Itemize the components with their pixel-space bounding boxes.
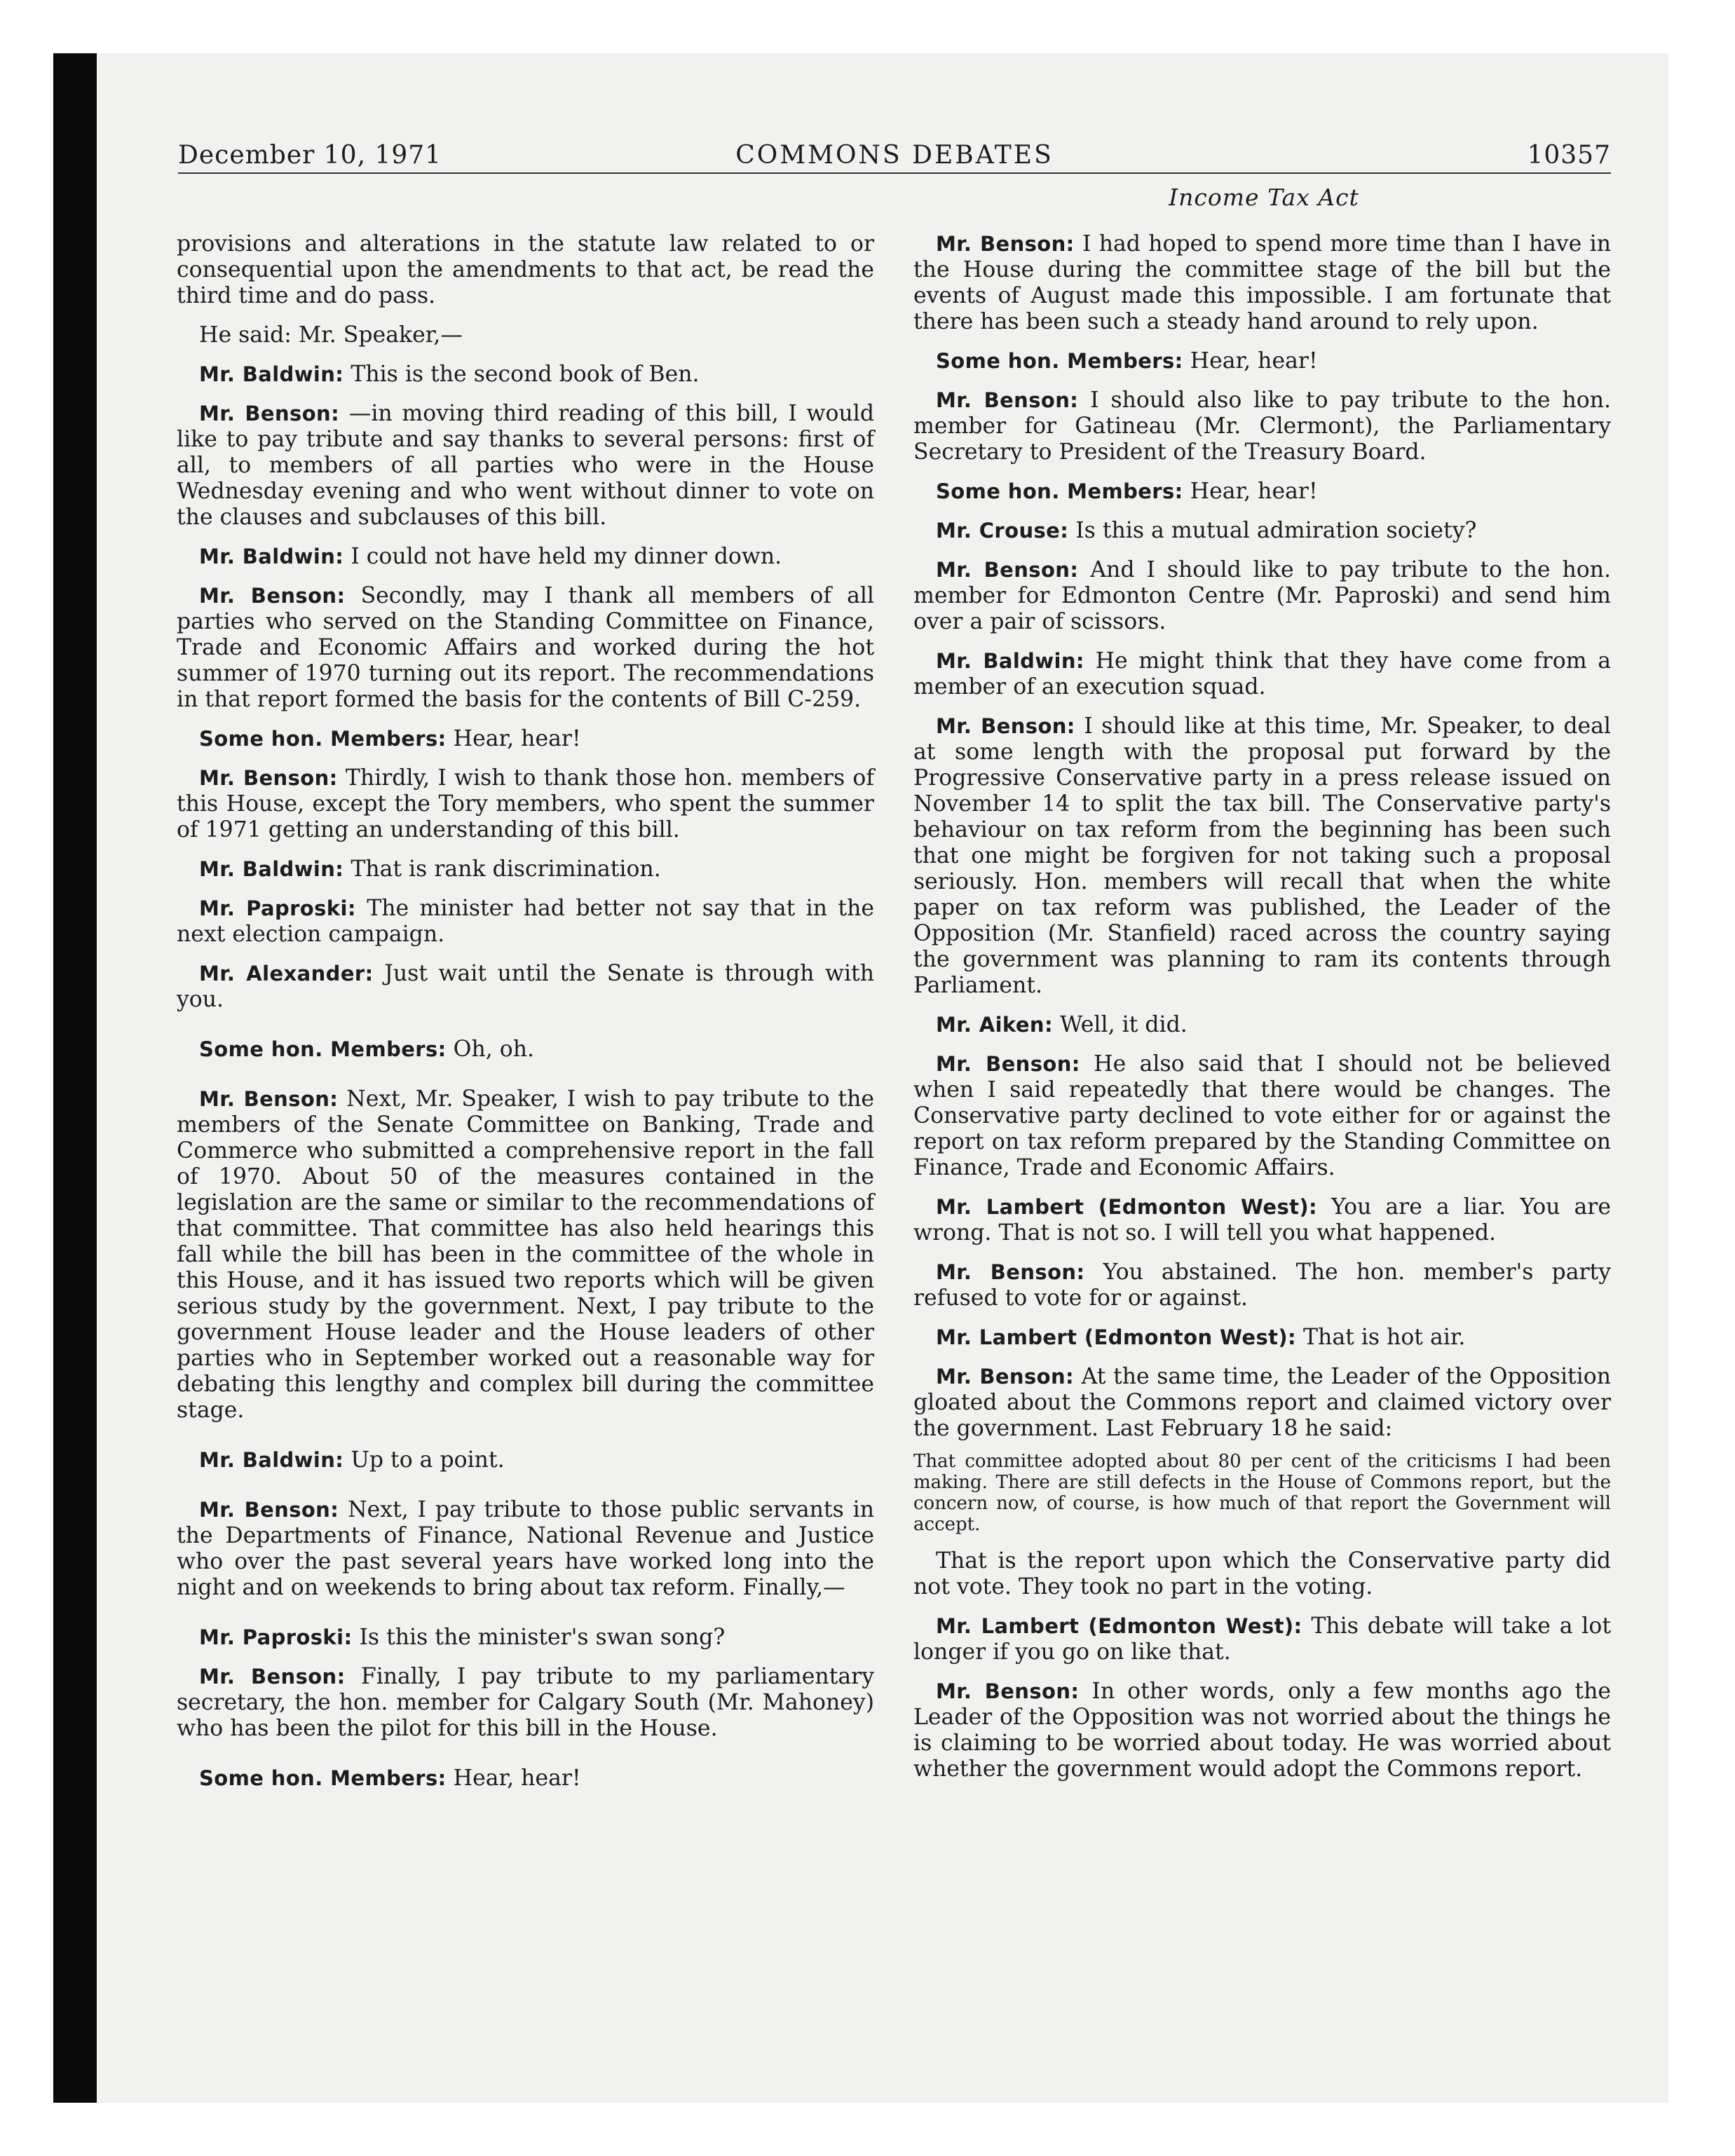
speech-text: He might think that they have come from a member of an execution squad. [913, 648, 1612, 700]
speaker-name: Mr. Benson: [936, 1260, 1085, 1284]
speaker-name: Mr. Lambert (Edmonton West): [936, 1614, 1302, 1638]
speech [913, 1260, 1611, 1311]
header-title: COMMONS DEBATES [735, 141, 1054, 170]
speaker-name: Mr. Benson: [199, 584, 346, 608]
speaker-name: Mr. Benson: [199, 1087, 339, 1111]
speaker-name: Mr. Benson: [199, 1498, 339, 1522]
speech-text: Hear, hear! [453, 1766, 581, 1791]
speaker-name: Some hon. Members: [936, 479, 1183, 503]
speech [913, 648, 1611, 700]
speech-text: You abstained. The hon. member's party refused to vote for or against. [913, 1260, 1612, 1311]
speech [177, 1037, 874, 1063]
left-column [177, 231, 874, 1805]
speech-text: You are a liar. You are wrong. That is not so. I will tell you what happened. [913, 1194, 1611, 1246]
running-header [178, 137, 1611, 174]
speaker-name: Mr. Benson: [936, 1052, 1080, 1076]
speech-text: —in moving third reading of this bill, I would like to pay tribute and say thanks to several persons: first of all, to members of all parties who were in the House Wednesday evening and who went without dinner to vote on the clauses and subclauses of this bill. [177, 401, 875, 530]
speaker-name: Mr. Baldwin: [936, 649, 1084, 673]
speech [177, 1086, 874, 1424]
speech [913, 1679, 1611, 1782]
speech-text: Hear, hear! [1190, 479, 1318, 504]
speaker-name: Mr. Crouse: [936, 519, 1069, 543]
speech-text: Hear, hear! [453, 726, 581, 751]
paragraph-text: He said: Mr. Speaker,— [199, 322, 463, 348]
speech [913, 1194, 1611, 1246]
speaker-name: Mr. Alexander: [199, 962, 374, 985]
speech [177, 726, 874, 752]
speaker-name: Mr. Baldwin: [199, 857, 344, 881]
speaker-name: Some hon. Members: [199, 1766, 447, 1790]
speech-text: I had hoped to spend more time than I have in the House during the committee stage of the bill but the events of August made this impossible. I am fortunate that there has been such a steady hand around to rely upon. [913, 231, 1611, 334]
speaker-name: Mr. Benson: [199, 1665, 346, 1688]
speech-text: At the same time, the Leader of the Opposition gloated about the Commons report and claimed victory over the government. Last February 18 he said: [913, 1364, 1611, 1441]
speech-text: Next, Mr. Speaker, I wish to pay tribute to the members of the Senate Committee on Banking, Trade and Commerce who submitted a comprehensive report in the fall of 1970. About 50 of the measures contained in the legislation are the same or similar to the recommendations of that committee. That committee has also held hearings this fall while the bill has been in the committee of the whole in this House, and it has issued two reports which will be given serious study by the government. Next, I pay tribute to the government House leader and the House leaders of other parties who in September worked out a reasonable way for debating this lengthy and complex bill during the committee stage. [177, 1086, 874, 1423]
speech [177, 1447, 874, 1473]
speech [913, 714, 1611, 999]
speaker-name: Mr. Benson: [199, 402, 340, 425]
speech [913, 388, 1611, 465]
block-quote [913, 1451, 1611, 1535]
paragraph-text: That is the report upon which the Conservative party did not vote. They took no part in the voting. [913, 1548, 1611, 1599]
right-column [913, 231, 1611, 1796]
speech [177, 1497, 874, 1601]
speech [177, 896, 874, 948]
speech-text: Just wait until the Senate is through with you. [177, 961, 874, 1012]
speech-text: In other words, only a few months ago the Leader of the Opposition was not worried about the things he is claiming to be worried about today. He was worried about whether the government would adopt the Commons report. [913, 1679, 1612, 1782]
speech-text: Secondly, may I thank all members of all parties who served on the Standing Committee on Finance, Trade and Economic Affairs and worked during the hot summer of 1970 turning out its report. The recommendations in that report formed the basis for the contents of Bill C-259. [177, 583, 875, 712]
speech-text: Hear, hear! [1190, 348, 1318, 374]
speaker-name: Some hon. Members: [936, 349, 1183, 373]
paragraph [177, 322, 874, 348]
section-subject: Income Tax Act [1169, 184, 1359, 211]
speech [177, 1766, 874, 1792]
speaker-name: Mr. Benson: [936, 388, 1079, 412]
speech [913, 1613, 1611, 1665]
speaker-name: Mr. Benson: [936, 558, 1079, 582]
speaker-name: Mr. Benson: [936, 1679, 1080, 1703]
speech [177, 857, 874, 882]
speech-text: The minister had better not say that in the next election campaign. [177, 896, 875, 947]
speaker-name: Mr. Baldwin: [199, 1448, 344, 1472]
speech [177, 765, 874, 843]
speech-text: That is rank discrimination. [351, 857, 661, 882]
speech-text: Is this a mutual admiration society? [1075, 518, 1477, 543]
speaker-name: Mr. Baldwin: [199, 545, 344, 568]
speech [913, 557, 1611, 635]
speech [177, 1625, 874, 1651]
speaker-name: Some hon. Members: [199, 727, 447, 751]
paragraph [177, 231, 874, 309]
speech-text: Well, it did. [1059, 1012, 1188, 1037]
speech-text: Finally, I pay tribute to my parliamentary secretary, the hon. member for Calgary South (Mr. Mahoney) who has been the pilot for this bill in the House. [177, 1664, 875, 1741]
paragraph-text: provisions and alterations in the statute law related to or consequential upon the amendments to that act, be read the third time and do pass. [177, 231, 874, 308]
speech [177, 362, 874, 388]
page-number: 10357 [1527, 141, 1611, 170]
speaker-name: Mr. Paproski: [199, 1625, 353, 1649]
speech-text: That is hot air. [1303, 1325, 1466, 1350]
speaker-name: Mr. Lambert (Edmonton West): [936, 1195, 1318, 1219]
speech [913, 1325, 1611, 1351]
binding-edge [53, 53, 97, 2103]
speech [177, 544, 874, 570]
speech [913, 479, 1611, 505]
speaker-name: Mr. Benson: [936, 232, 1075, 256]
speaker-name: Mr. Lambert (Edmonton West): [936, 1325, 1297, 1349]
speech-text: Oh, oh. [453, 1037, 535, 1062]
speech-text: I should also like to pay tribute to the hon. member for Gatineau (Mr. Clermont), the Parliamentary Secretary to President of the Treasury Board. [913, 388, 1612, 465]
speech-text: I could not have held my dinner down. [351, 544, 782, 569]
speech [177, 583, 874, 713]
speaker-name: Mr. Paproski: [199, 896, 356, 920]
speech [913, 1012, 1611, 1038]
speech-text: Thirdly, I wish to thank those hon. members of this House, except the Tory members, who spent the summer of 1971 getting an understanding of this bill. [177, 765, 875, 842]
speech [913, 348, 1611, 374]
speech-text: Up to a point. [351, 1447, 505, 1473]
speech-text: This is the second book of Ben. [351, 362, 700, 387]
speech-text: And I should like to pay tribute to the hon. member for Edmonton Centre (Mr. Paproski) and send him over a pair of scissors. [913, 557, 1612, 634]
speaker-name: Mr. Benson: [936, 1365, 1074, 1389]
speaker-name: Mr. Aiken: [936, 1013, 1053, 1037]
speaker-name: Mr. Baldwin: [199, 362, 344, 386]
speech-text: Next, I pay tribute to those public servants in the Departments of Finance, National Revenue and Justice who over the past several years have worked long into the night and on weekends to bring about tax reform. Finally,— [177, 1497, 874, 1600]
speech-text: This debate will take a lot longer if you go on like that. [913, 1613, 1612, 1665]
speaker-name: Mr. Benson: [199, 766, 338, 790]
speech [913, 518, 1611, 544]
speech [913, 1364, 1611, 1442]
speech-text: I should like at this time, Mr. Speaker, to deal at some length with the proposal put forward by the Progressive Conservative party in a press release issued on November 14 to split the tax bill. The Conservative party's behaviour on tax reform from the beginning has been such that one might be forgiven for not taking such a proposal seriously. Hon. members will recall that when the white paper on tax reform was published, the Leader of the Opposition (Mr. Stanfield) raced across the country saying the government was planning to ram its contents through Parliament. [913, 714, 1612, 998]
speech-text: He also said that I should not be believed when I said repeatedly that there would be changes. The Conservative party declined to vote either for or against the report on tax reform prepared by the Standing Committee on Finance, Trade and Economic Affairs. [913, 1051, 1612, 1180]
speech [913, 1051, 1611, 1181]
header-date: December 10, 1971 [178, 141, 442, 170]
paragraph [913, 1548, 1611, 1600]
quote-text: That committee adopted about 80 per cent of the criticisms I had been making. There are still defects in the House of Commons report, but the concern now, of course, is how much of that report the Government will accept. [913, 1451, 1611, 1535]
speech [177, 961, 874, 1013]
speech-text: Is this the minister's swan song? [359, 1625, 726, 1650]
speech [177, 1664, 874, 1742]
speaker-name: Some hon. Members: [199, 1037, 447, 1061]
speaker-name: Mr. Benson: [936, 714, 1075, 738]
speech [913, 231, 1611, 335]
speech [177, 401, 874, 531]
